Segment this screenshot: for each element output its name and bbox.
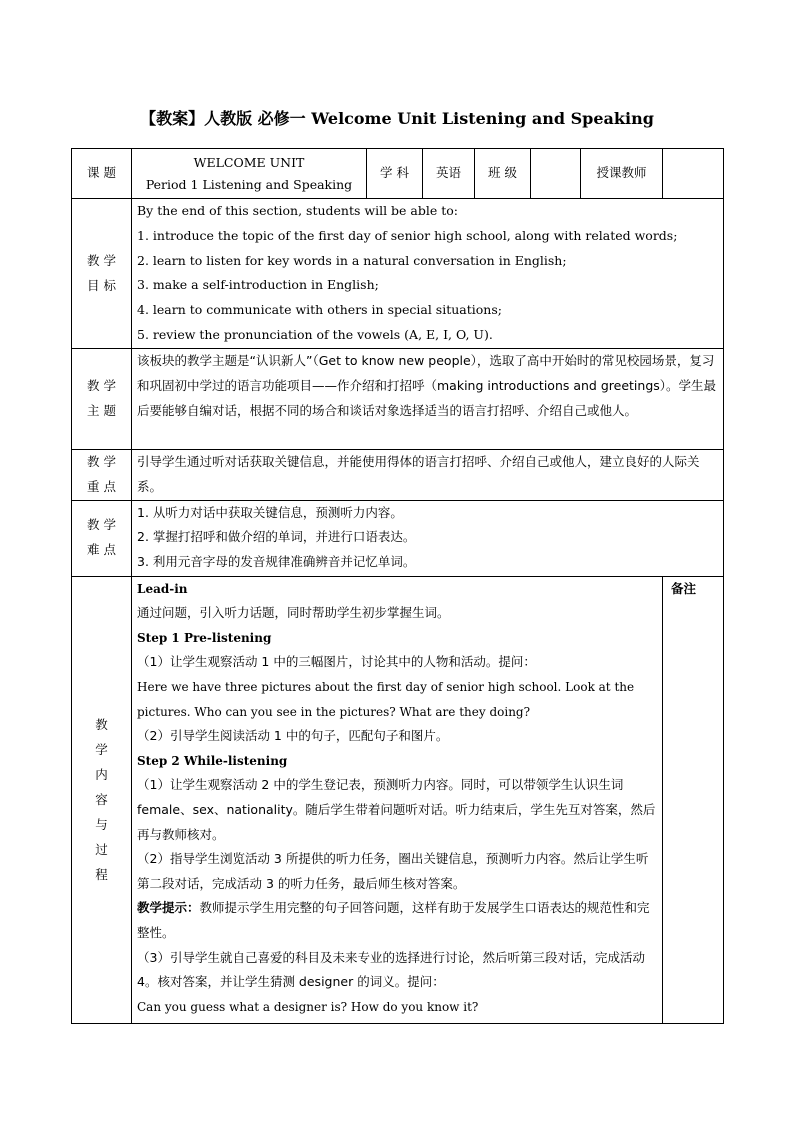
difficulty-line: 3. 利用元音字母的发音规律准确辨音并记忆单词。 [137, 554, 416, 570]
theme-content [132, 349, 724, 450]
unit-title: WELCOME UNIT [193, 154, 305, 170]
objective-line: 3. make a self-introduction in English; [137, 277, 379, 293]
teacher-value [663, 149, 724, 199]
step2-item1: （1）让学生观察活动 2 中的学生登记表，预测听力内容。同时，可以带领学生认识生词 female、sex、nationality。随后学生带着问题听对话。听力结束后，学生先互对答案，然后再与教师核对。 [137, 777, 656, 842]
objectives-content [132, 199, 724, 349]
process-content [132, 576, 663, 1023]
process-row [72, 576, 724, 1023]
key-points-text: 引导学生通过听对话获取关键信息，并能使用得体的语言打招呼、介绍自己或他人，建立良好的人际关系。 [137, 454, 700, 494]
tip-text: 教师提示学生用完整的句子回答问题，这样有助于发展学生口语表达的规范性和完整性。 [137, 900, 650, 940]
step2-question: Can you guess what a designer is? How do you know it? [137, 999, 479, 1014]
teaching-tip [137, 896, 657, 945]
step1-question: Here we have three pictures about the first day of senior high school. Look at the pictures. Who can you see in the pictures? What are they doing? [137, 679, 635, 719]
step2-item3: （3）引导学生就自己喜爱的科目及未来专业的选择进行讨论，然后听第三段对话，完成活动 4。核对答案，并让学生猜测 designer 的词义。提问： [137, 949, 645, 990]
objective-line: 2. learn to listen for key words in a natural conversation in English; [137, 252, 567, 268]
header-row [72, 149, 724, 199]
step1-item2: （2）引导学生阅读活动 1 中的句子，匹配句子和图片。 [137, 728, 449, 744]
process-label: 教 学 内 容 与 过 程 [72, 576, 132, 1023]
document-title: 【教案】人教版 必修一 Welcome Unit Listening and Speaking [140, 109, 654, 128]
objective-line: 1. introduce the topic of the first day of senior high school, along with related words; [137, 227, 678, 243]
topic-cell [132, 149, 367, 199]
class-label: 班 级 [475, 149, 531, 199]
objectives-label: 教 学 目 标 [72, 199, 132, 349]
theme-label: 教 学 主 题 [72, 349, 132, 450]
lead-in-heading: Lead-in [137, 581, 188, 596]
difficulties-row [72, 500, 724, 576]
topic-label: 课 题 [72, 149, 132, 199]
objective-line: 5. review the pronunciation of the vowels (A, E, I, O, U). [137, 326, 493, 342]
key-points-label: 教 学 重 点 [72, 450, 132, 501]
class-value [531, 149, 581, 199]
objective-line: By the end of this section, students will be able to: [137, 203, 459, 218]
tip-label: 教学提示： [137, 900, 200, 916]
teacher-label: 授课教师 [581, 149, 663, 199]
objectives-row [72, 199, 724, 349]
theme-text: 该板块的教学主题是“认识新人”（Get to know new people），选取了高中开始时的常见校园场景，复习和巩固初中学过的语言功能项目——作介绍和打招呼（making introductions and greetings）。学生最后要能够自编对话，根据不同的场合和谈话对象选择适当的语言打招呼、介绍自己或他人。 [137, 353, 717, 418]
step1-item1: （1）让学生观察活动 1 中的三幅图片，讨论其中的人物和活动。提问： [137, 654, 536, 670]
subject-label: 学 科 [367, 149, 423, 199]
difficulty-line: 2. 掌握打招呼和做介绍的单词，并进行口语表达。 [137, 529, 416, 545]
step2-heading: Step 2 While-listening [137, 753, 288, 768]
difficulty-line: 1. 从听力对话中获取关键信息，预测听力内容。 [137, 504, 403, 520]
lesson-plan-table [71, 148, 724, 1024]
lead-in-text: 通过问题，引入听力话题，同时帮助学生初步掌握生词。 [137, 605, 450, 621]
key-points-row [72, 450, 724, 501]
key-points-content [132, 450, 724, 501]
step1-heading: Step 1 Pre-listening [137, 630, 272, 645]
difficulties-content [132, 500, 724, 576]
difficulties-label: 教 学 难 点 [72, 500, 132, 576]
step2-item2: （2）指导学生浏览活动 3 所提供的听力任务，圈出关键信息，预测听力内容。然后让学生听第二段对话，完成活动 3 的听力任务，最后师生核对答案。 [137, 851, 649, 891]
notes-label: 备注 [671, 580, 697, 596]
period-title: Period 1 Listening and Speaking [145, 176, 353, 192]
objective-line: 4. learn to communicate with others in special situations; [137, 302, 502, 318]
subject-value: 英语 [423, 149, 475, 199]
theme-row [72, 349, 724, 450]
notes-cell [663, 576, 724, 1023]
